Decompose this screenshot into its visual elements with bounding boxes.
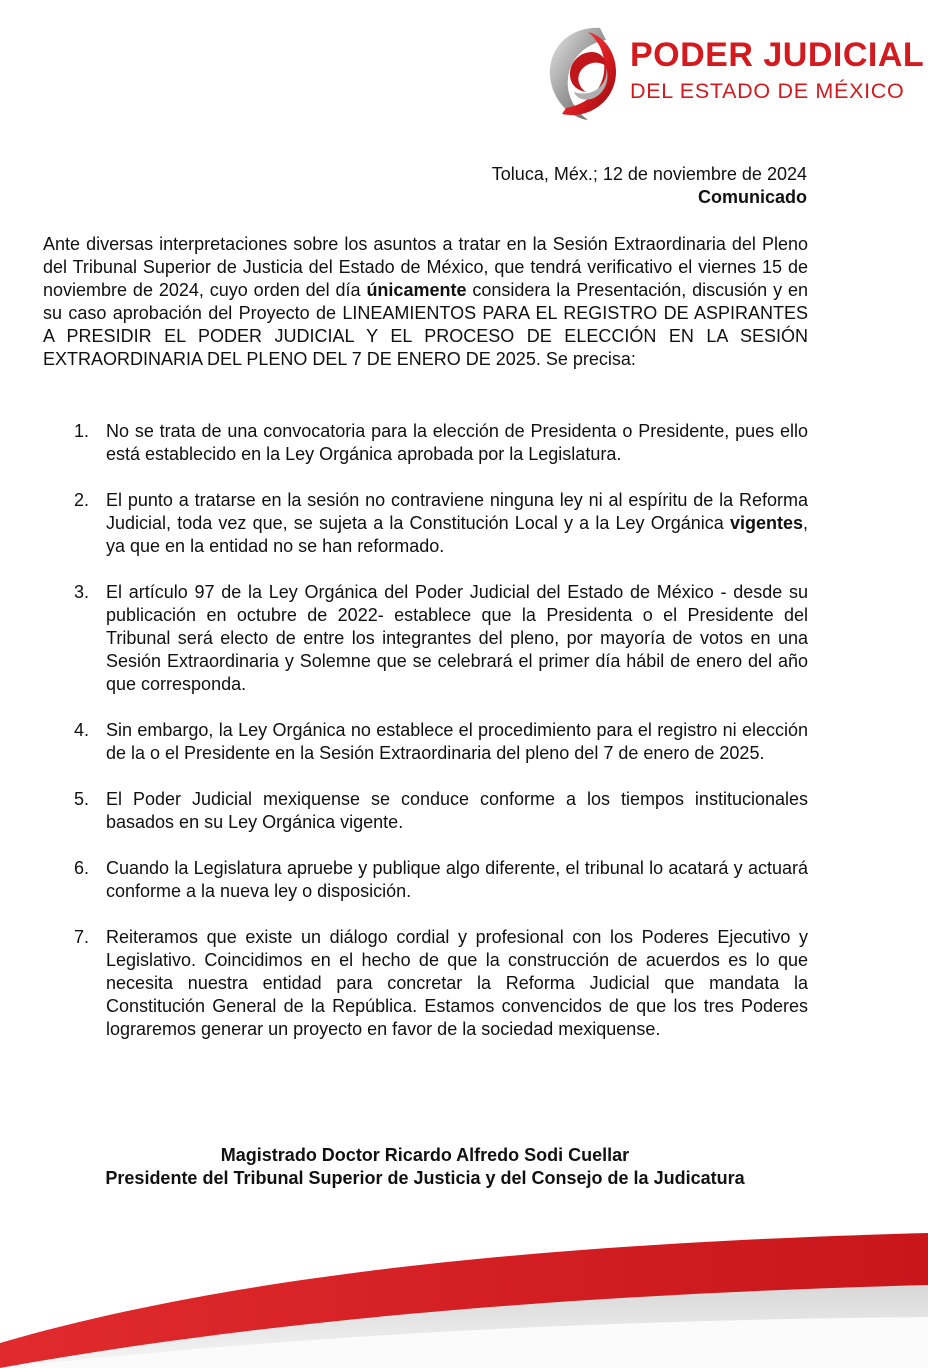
list-item — [43, 926, 808, 1041]
signature-block — [0, 1144, 850, 1190]
list-item-text: Cuando la Legislatura apruebe y publique algo diferente, el tribunal lo acatará y actuará conforme a la nueva ley o disposición. — [106, 858, 808, 901]
document-type: Comunicado — [697, 187, 807, 207]
list-item — [43, 489, 808, 558]
intro-emphasis: únicamente — [366, 280, 467, 300]
list-item-number: 4. — [74, 720, 90, 740]
signatory-title: Presidente del Tribunal Superior de Justicia y del Consejo de la Judicatura — [105, 1168, 745, 1188]
list-item — [43, 719, 808, 765]
logo-subtitle: DEL ESTADO DE MÉXICO — [630, 79, 905, 103]
intro-text-end: considera la Presentación, discusión y en su caso aprobación del Proyecto de LINEAMIENTOS PARA EL REGISTRO DE ASPIRANTES A PRESIDIR EL PODER JUDICIAL Y EL PROCESO DE ELECCIÓN EN LA SESIÓN EXTRAORDINARIA DEL PLENO DEL 7 DE ENERO DE 2025. Se precisa: — [43, 280, 808, 369]
document-header — [492, 163, 807, 209]
points-list — [43, 420, 808, 1064]
list-item-text-start: El punto a tratarse en la sesión no contraviene ninguna ley ni al espíritu de la Reforma Judicial, toda vez que, se sujeta a la Constitución Local y a la Ley Orgánica — [106, 490, 808, 533]
list-item-text — [106, 490, 808, 556]
list-item — [43, 788, 808, 834]
document-date: Toluca, Méx.; 12 de noviembre de 2024 — [491, 164, 807, 184]
list-item-text-end: , ya que en la entidad no se han reformado. — [106, 513, 808, 556]
list-item-number: 5. — [74, 789, 90, 809]
list-item-text: No se trata de una convocatoria para la elección de Presidenta o Presidente, pues ello está establecido en la Ley Orgánica aprobada por la Legislatura. — [106, 421, 808, 464]
list-item-text: El Poder Judicial mexiquense se conduce conforme a los tiempos institucionales basados en su Ley Orgánica vigente. — [106, 789, 808, 832]
red-wave-footer-decoration — [0, 1225, 928, 1368]
list-item-number: 6. — [74, 858, 90, 878]
intro-paragraph — [43, 233, 808, 371]
institution-logo — [540, 22, 925, 122]
list-item-number: 1. — [74, 421, 90, 441]
list-item — [43, 857, 808, 903]
intro-text-start: Ante diversas interpretaciones sobre los asuntos a tratar en la Sesión Extraordinaria del Pleno del Tribunal Superior de Justicia del Estado de México, que tendrá verificativo el viernes 15 de noviembre de 2024, cuyo orden del día — [43, 234, 808, 300]
list-item-text: El artículo 97 de la Ley Orgánica del Poder Judicial del Estado de México - desde su publicación en octubre de 2022- establece que la Presidenta o el Presidente del Tribunal será electo de entre los integrantes del pleno, por mayoría de votos en una Sesión Extraordinaria y Solemne que se celebrará el primer día hábil de enero del año que corresponda. — [106, 582, 808, 694]
judicial-logo-icon — [540, 22, 622, 122]
list-item-number: 7. — [74, 927, 90, 947]
list-item-text: Sin embargo, la Ley Orgánica no establece el procedimiento para el registro ni elección de la o el Presidente en la Sesión Extraordinaria del pleno del 7 de enero de 2025. — [106, 720, 808, 763]
signatory-name: Magistrado Doctor Ricardo Alfredo Sodi Cuellar — [220, 1145, 630, 1165]
list-item-emphasis: vigentes — [729, 513, 803, 533]
list-item-text: Reiteramos que existe un diálogo cordial y profesional con los Poderes Ejecutivo y Legislativo. Coincidimos en el hecho de que la construcción de acuerdos es lo que necesita nuestra entidad para concretar la Reforma Judicial que mandata la Constitución General de la República. Estamos convencidos de que los tres Poderes lograremos generar un proyecto en favor de la sociedad mexiquense. — [106, 927, 808, 1039]
list-item-number: 3. — [74, 582, 90, 602]
list-item — [43, 420, 808, 466]
list-item — [43, 581, 808, 696]
logo-title: PODER JUDICIAL — [630, 36, 925, 74]
list-item-number: 2. — [74, 490, 90, 510]
